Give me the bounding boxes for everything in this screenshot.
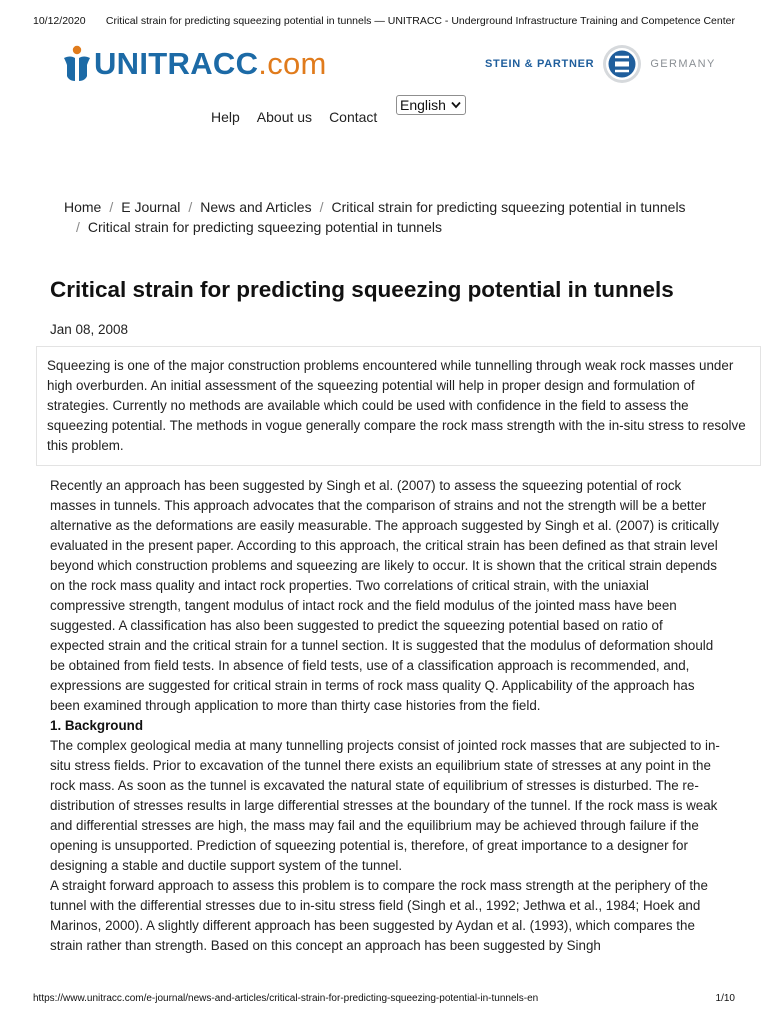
logo-tld: .com bbox=[258, 46, 327, 81]
breadcrumb-ejournal[interactable]: E Journal bbox=[121, 199, 181, 215]
section-heading: 1. Background bbox=[50, 718, 144, 733]
article-abstract: Squeezing is one of the major construction problems encountered while tunnelling through weak rock masses under high overburden. An initial assessment of the squeezing potential will help in proper design and formulation of strategies. Currently no methods are available which could be used with confidence in the field to assess the squeezing potential. The methods in vogue generally compare the rock mass strength with the in-situ stress to resolve this problem. bbox=[36, 346, 761, 466]
help-link[interactable]: Help bbox=[211, 109, 240, 125]
intro-paragraph: Recently an approach has been suggested by Singh et al. (2007) to assess the squeezing potential of rock masses in tunnels. This approach advocates that the comparison of strains and not the strength will be a better alternative as the deformations are easily measurable. The approach suggested by Singh et al. (2007) is critically evaluated in the present paper. According to this approach, the critical strain has been defined as that strain level beyond which construction problems and squeezing are likely to occur. It is shown that the critical strain depends on the rock mass quality and intact rock properties. Two correlations of critical strain, with the uniaxial compressive strength, tangent modulus of intact rock and the field modulus of the jointed mass have been suggested. A classification has also been suggested to predict the squeezing potential based on ratio of expected strain and the critical strain for a tunnel section. It is suggested that the modulus of deformation should be obtained from field tests. In absence of field tests, use of a classification approach is recommended, and, expressions are suggested for critical strain in terms of rock mass quality Q. Applicability of the approach has been examined through application to more than thirty case histories from the field. bbox=[50, 478, 719, 713]
print-date: 10/12/2020 bbox=[33, 15, 86, 27]
breadcrumb-line bbox=[64, 217, 724, 237]
background-paragraph-2: A straight forward approach to assess this problem is to compare the rock mass strength at the periphery of the tunnel with the differential stresses due to in-situ stress field (Singh et al., 1992; Jethwa et al., 1984; Hoek and Marinos, 2000). A slightly different approach has been suggested by Aydan et al. (1993), which compares the strain rather than strength. Based on this concept an approach has been suggested by Singh bbox=[50, 878, 708, 953]
chevron-down-icon bbox=[451, 101, 461, 109]
top-nav bbox=[211, 109, 377, 125]
breadcrumb-separator: / bbox=[188, 199, 193, 215]
partner-country: GERMANY bbox=[650, 58, 716, 70]
breadcrumb-separator: / bbox=[76, 219, 80, 235]
breadcrumb-home[interactable]: Home bbox=[64, 199, 102, 215]
contact-link[interactable]: Contact bbox=[329, 109, 378, 125]
print-header bbox=[33, 15, 735, 27]
logo-wordmark bbox=[94, 46, 327, 82]
article-date: Jan 08, 2008 bbox=[50, 322, 129, 337]
breadcrumb-separator: / bbox=[109, 199, 114, 215]
breadcrumb bbox=[64, 197, 724, 237]
logo-brand: UNITRACC bbox=[94, 46, 259, 81]
unitracc-logo[interactable] bbox=[62, 45, 327, 83]
language-select-value: English bbox=[400, 97, 446, 113]
breadcrumb-line bbox=[64, 197, 724, 217]
partner-name: STEIN & PARTNER bbox=[485, 58, 595, 70]
language-select[interactable] bbox=[396, 95, 466, 115]
breadcrumb-separator: / bbox=[319, 199, 324, 215]
print-url: https://www.unitracc.com/e-journal/news-and-articles/critical-strain-for-predicting-squeezing-potential-in-tunnels-en bbox=[33, 993, 539, 1004]
partner-logo[interactable] bbox=[485, 44, 716, 84]
breadcrumb-article[interactable]: Critical strain for predicting squeezing potential in tunnels bbox=[331, 199, 686, 215]
breadcrumb-news[interactable]: News and Articles bbox=[200, 199, 312, 215]
article-body bbox=[50, 476, 720, 956]
print-title: Critical strain for predicting squeezing potential in tunnels — UNITRACC - Underground Infrastructure Training and Competence Center bbox=[105, 15, 735, 27]
stein-emblem-icon bbox=[602, 44, 642, 84]
person-figure-icon bbox=[62, 45, 92, 83]
page-number: 1/10 bbox=[715, 993, 735, 1004]
breadcrumb-current: Critical strain for predicting squeezing potential in tunnels bbox=[87, 219, 442, 235]
article-title: Critical strain for predicting squeezing potential in tunnels bbox=[50, 277, 674, 302]
background-paragraph-1: The complex geological media at many tunnelling projects consist of jointed rock masses that are subjected to in-situ stress fields. Prior to excavation of the tunnel there exists an equilibrium state of stresses at any point in the rock mass. As soon as the tunnel is excavated the natural state of equilibrium of stresses is disturbed. The re-distribution of stresses results in large differential stresses at the boundary of the tunnel. If the rock mass is weak and differential stresses are high, the mass may fail and the equilibrium may be achieved through failure if the opening is unsupported. Prediction of squeezing potential is, therefore, of great importance to a designer for designing a stable and ductile support system of the tunnel. bbox=[50, 738, 720, 873]
about-link[interactable]: About us bbox=[256, 109, 313, 125]
print-footer bbox=[33, 993, 735, 1004]
